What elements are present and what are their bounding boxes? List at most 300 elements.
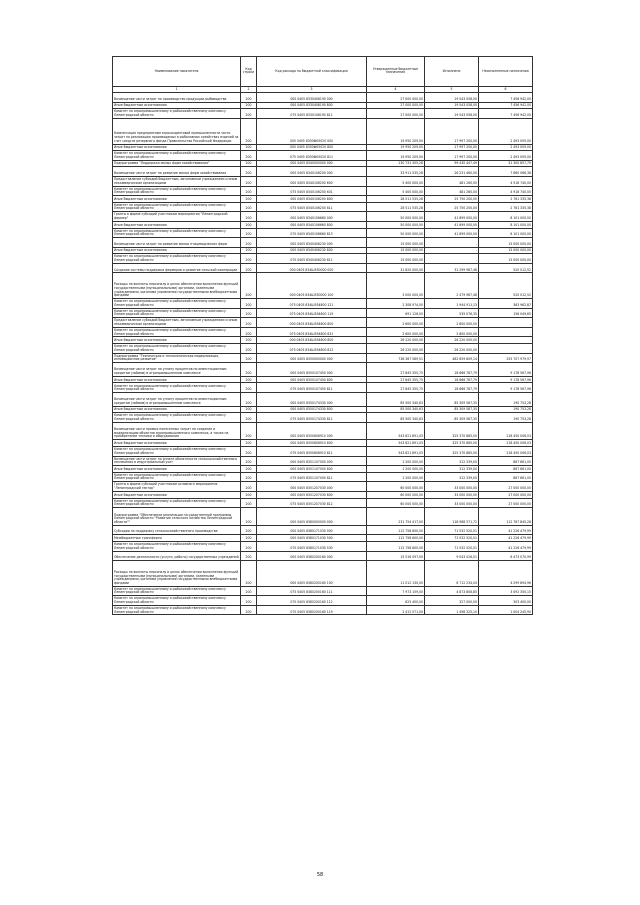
header-row xyxy=(113,57,533,87)
row-remaining-amount: 255 707 979,97 xyxy=(479,353,533,363)
row-budget-code: 000 0405 8350606910 800 xyxy=(257,440,367,447)
row-approved-amount: 625 400,00 xyxy=(367,596,425,606)
table-row xyxy=(113,254,533,264)
row-approved-amount: 15 516 097,00 xyxy=(367,551,425,561)
row-remaining-amount: 7 680 066,38 xyxy=(479,167,533,177)
row-line-code: 200 xyxy=(241,93,257,103)
row-remaining-amount: 9 178 567,96 xyxy=(479,376,533,383)
row-remaining-amount: 2 493 009,00 xyxy=(479,151,533,161)
row-line-code: 200 xyxy=(241,102,257,109)
row-name: Предоставление субсидий бюджетным, автономным учреждениям и иным некоммерческим организациям xyxy=(113,318,241,328)
row-executed-amount: 325 370 885,00 xyxy=(425,440,479,447)
row-remaining-amount: 7 456 942,00 xyxy=(479,102,533,109)
row-approved-amount: 1 200 000,00 xyxy=(367,472,425,482)
row-line-code: 200 xyxy=(241,196,257,203)
row-budget-code: 000 0405 834Ш550000 000 xyxy=(257,263,367,273)
row-line-code: 200 xyxy=(241,160,257,167)
row-remaining-amount: 9 178 567,96 xyxy=(479,383,533,393)
row-executed-amount: - xyxy=(425,247,479,254)
table-row xyxy=(113,508,533,526)
row-line-code: 200 xyxy=(241,466,257,473)
row-line-code: 200 xyxy=(241,491,257,498)
document-page xyxy=(112,56,532,615)
row-line-code: 200 xyxy=(241,482,257,492)
row-budget-code: 000 0405 834Ш554800 800 xyxy=(257,337,367,344)
row-approved-amount: 50 000 000,00 xyxy=(367,228,425,238)
row-executed-amount: 17 997 200,00 xyxy=(425,144,479,151)
row-executed-amount: 481 260,00 xyxy=(425,176,479,186)
row-executed-amount: 2 600 000,00 xyxy=(425,327,479,337)
row-remaining-amount: 303 400,00 xyxy=(479,596,533,606)
row-approved-amount: 130 731 305,28 xyxy=(367,160,425,167)
row-remaining-amount: 2 761 335,38 xyxy=(479,202,533,212)
table-row xyxy=(113,353,533,363)
row-approved-amount: 543 821 891,03 xyxy=(367,440,425,447)
row-line-code: 200 xyxy=(241,525,257,535)
table-row xyxy=(113,456,533,466)
table-row xyxy=(113,596,533,606)
row-budget-code: 000 0405 834Ш550000 100 xyxy=(257,273,367,299)
row-remaining-amount: 15 000 000,00 xyxy=(479,254,533,264)
row-remaining-amount: 27 000 000,00 xyxy=(479,491,533,498)
row-budget-code: 075 0405 8380200160 111 xyxy=(257,586,367,596)
row-executed-amount: 327 000,00 xyxy=(425,596,479,606)
row-remaining-amount: 27 000 000,00 xyxy=(479,498,533,508)
row-budget-code: 000 0405 8351207030 000 xyxy=(257,482,367,492)
row-budget-code: 000 0405 834Ш554800 600 xyxy=(257,318,367,328)
row-approved-amount: 33 911 535,28 xyxy=(367,167,425,177)
row-name: Гранты в форме субсидий участникам мероприятия "Ленинградский фермер" xyxy=(113,212,241,222)
row-name: Возмещение части затрат на развитие малых птицеводческих ферм xyxy=(113,238,241,248)
row-remaining-amount: 9 178 567,96 xyxy=(479,363,533,377)
row-executed-amount: 25 750 200,00 xyxy=(425,202,479,212)
table-row xyxy=(113,605,533,615)
row-budget-code: 000 0405 8350174330 800 xyxy=(257,406,367,413)
row-remaining-amount: 1 004 245,90 xyxy=(479,605,533,615)
row-remaining-amount: 8 101 000,00 xyxy=(479,228,533,238)
row-executed-amount: 17 997 200,00 xyxy=(425,151,479,161)
table-row xyxy=(113,472,533,482)
table-row xyxy=(113,446,533,456)
row-line-code: 200 xyxy=(241,561,257,587)
row-line-code: 200 xyxy=(241,318,257,328)
table-row xyxy=(113,491,533,498)
row-name: Иные бюджетные ассигнования xyxy=(113,491,241,498)
row-executed-amount: 99 430 447,49 xyxy=(425,160,479,167)
row-approved-amount: 28 511 535,28 xyxy=(367,202,425,212)
row-approved-amount: 15 000 000,00 xyxy=(367,254,425,264)
row-approved-amount: 543 821 891,03 xyxy=(367,446,425,456)
table-row xyxy=(113,586,533,596)
header-number: 5 xyxy=(425,86,479,93)
row-name: Иные бюджетные ассигнования xyxy=(113,144,241,151)
header-executed: Исполнено xyxy=(425,57,479,87)
row-line-code: 200 xyxy=(241,446,257,456)
row-budget-code: 000 0405 8330406190 800 xyxy=(257,102,367,109)
row-executed-amount: 18 666 787,79 xyxy=(425,376,479,383)
row-remaining-amount: 41 226 479,99 xyxy=(479,535,533,542)
row-budget-code: 075 0405 8380200160 112 xyxy=(257,596,367,606)
row-approved-amount: 15 000 000,00 xyxy=(367,247,425,254)
header-approved: Утвержденные бюджетные назначения xyxy=(367,57,425,87)
row-remaining-amount: 887 661,00 xyxy=(479,472,533,482)
row-approved-amount: 27 000 000,00 xyxy=(367,109,425,119)
table-row xyxy=(113,212,533,222)
row-remaining-amount: 520 012,52 xyxy=(479,263,533,273)
table-row xyxy=(113,440,533,447)
table-row xyxy=(113,466,533,473)
row-remaining-amount: 190 753,28 xyxy=(479,393,533,407)
row-executed-amount: 31 299 987,48 xyxy=(425,263,479,273)
row-approved-amount: 2 308 974,00 xyxy=(367,299,425,309)
row-approved-amount: 19 950 209,00 xyxy=(367,118,425,144)
row-line-code: 200 xyxy=(241,551,257,561)
row-approved-amount: 5 400 000,00 xyxy=(367,186,425,196)
table-row xyxy=(113,247,533,254)
row-line-code: 200 xyxy=(241,299,257,309)
row-approved-amount: 543 821 891,03 xyxy=(367,422,425,440)
row-name: Расходы на выплаты персоналу в целях обеспечения выполнения функций государственными (муниципальными) органами, казенными учреждениями, органами управления государственными внебюджетными фондами xyxy=(113,561,241,587)
row-remaining-amount: 27 000 000,00 xyxy=(479,482,533,492)
row-budget-code: 000 0405 8350107450 000 xyxy=(257,363,367,377)
row-budget-code: 075 0405 8340106200 811 xyxy=(257,202,367,212)
row-line-code: 200 xyxy=(241,393,257,407)
row-budget-code: 000 0405 8330Ф05020 000 xyxy=(257,118,367,144)
row-budget-code: 075 0405 8380171030 530 xyxy=(257,541,367,551)
row-name: Подпрограмма "Техническая и технологическая модернизация, инновационное развитие" xyxy=(113,353,241,363)
row-remaining-amount: 4 918 740,00 xyxy=(479,186,533,196)
table-row xyxy=(113,383,533,393)
row-remaining-amount: 156 049,65 xyxy=(479,308,533,318)
row-remaining-amount: 887 661,00 xyxy=(479,456,533,466)
row-executed-amount: 19 543 058,00 xyxy=(425,93,479,103)
table-row xyxy=(113,151,533,161)
row-executed-amount: 1 944 911,13 xyxy=(425,299,479,309)
row-line-code: 200 xyxy=(241,176,257,186)
row-remaining-amount: 887 661,00 xyxy=(479,466,533,473)
row-approved-amount: 60 000 000,00 xyxy=(367,482,425,492)
row-remaining-amount: 218 450 006,03 xyxy=(479,440,533,447)
row-name: Возмещение части прямых понесенных затрат на создание и модернизацию объектов агропромышленного комплекса, а также на приобретение техники и оборудования xyxy=(113,422,241,440)
row-executed-amount: 26 231 460,00 xyxy=(425,167,479,177)
row-line-code: 200 xyxy=(241,263,257,273)
row-remaining-amount: 2 761 335,38 xyxy=(479,196,533,203)
table-row xyxy=(113,525,533,535)
row-remaining-amount: 2 493 009,00 xyxy=(479,144,533,151)
row-approved-amount: 5 400 000,00 xyxy=(367,176,425,186)
header-name: Наименование показателя xyxy=(113,57,241,87)
table-row xyxy=(113,93,533,103)
row-line-code: 200 xyxy=(241,472,257,482)
row-remaining-amount: - xyxy=(479,344,533,354)
row-line-code: 200 xyxy=(241,344,257,354)
row-name: Иные бюджетные ассигнования xyxy=(113,247,241,254)
row-name: Комитет по агропромышленному и рыбохозяйственному комплексу Ленинградской области xyxy=(113,541,241,551)
row-remaining-amount: 520 012,52 xyxy=(479,273,533,299)
header-number: 3 xyxy=(257,86,367,93)
row-budget-code: 000 0405 8330Ф05020 800 xyxy=(257,144,367,151)
row-remaining-amount: 41 226 479,99 xyxy=(479,525,533,535)
row-executed-amount: 41 899 000,00 xyxy=(425,212,479,222)
row-executed-amount: 71 532 520,01 xyxy=(425,535,479,542)
table-row xyxy=(113,363,533,377)
row-executed-amount: 85 309 587,35 xyxy=(425,393,479,407)
row-line-code: 200 xyxy=(241,498,257,508)
row-name: Иные бюджетные ассигнования xyxy=(113,196,241,203)
table-row xyxy=(113,299,533,309)
row-executed-amount: 2 479 987,48 xyxy=(425,273,479,299)
row-executed-amount: 26 220 000,00 xyxy=(425,344,479,354)
row-approved-amount: 19 950 209,00 xyxy=(367,151,425,161)
row-name: Комитет по агропромышленному и рыбохозяйственному комплексу Ленинградской области xyxy=(113,151,241,161)
row-budget-code: 075 0405 8350107450 811 xyxy=(257,383,367,393)
row-budget-code: 000 0405 8350000000 000 xyxy=(257,353,367,363)
row-line-code: 200 xyxy=(241,247,257,254)
row-remaining-amount: 15 000 000,00 xyxy=(479,247,533,254)
row-executed-amount: 41 899 000,00 xyxy=(425,221,479,228)
table-row xyxy=(113,482,533,492)
row-approved-amount: 27 000 000,00 xyxy=(367,102,425,109)
table-row xyxy=(113,102,533,109)
row-name: Подпрограмма "Поддержка малых форм хозяйствования" xyxy=(113,160,241,167)
row-budget-code: 075 0405 834Ш554800 119 xyxy=(257,308,367,318)
header-number: 4 xyxy=(367,86,425,93)
row-approved-amount: 112 758 600,00 xyxy=(367,535,425,542)
row-remaining-amount: 41 226 479,99 xyxy=(479,541,533,551)
row-name: Иные бюджетные ассигнования xyxy=(113,221,241,228)
row-executed-amount: 9 043 026,01 xyxy=(425,551,479,561)
row-name: Субсидии на поддержку сельскохозяйственного производства xyxy=(113,525,241,535)
table-row xyxy=(113,167,533,177)
row-budget-code: 075 0405 8340406230 811 xyxy=(257,254,367,264)
row-budget-code: 075 0405 8380200160 119 xyxy=(257,605,367,615)
row-line-code: 200 xyxy=(241,228,257,238)
table-row xyxy=(113,308,533,318)
row-executed-amount: 1 498 325,10 xyxy=(425,605,479,615)
header-number: 2 xyxy=(241,86,257,93)
table-row xyxy=(113,327,533,337)
table-row xyxy=(113,393,533,407)
row-budget-code: 000 0405 8350606910 000 xyxy=(257,422,367,440)
row-remaining-amount: 218 450 006,03 xyxy=(479,446,533,456)
header-number: 6 xyxy=(479,86,533,93)
row-line-code: 200 xyxy=(241,413,257,423)
row-budget-code: 000 0405 8380000000 000 xyxy=(257,508,367,526)
row-line-code: 200 xyxy=(241,596,257,606)
row-line-code: 200 xyxy=(241,254,257,264)
row-line-code: 200 xyxy=(241,508,257,526)
row-approved-amount: 738 367 589,51 xyxy=(367,353,425,363)
row-budget-code: 000 0405 8351107000 000 xyxy=(257,456,367,466)
row-approved-amount: 1 200 000,00 xyxy=(367,456,425,466)
table-row xyxy=(113,422,533,440)
table-row xyxy=(113,376,533,383)
row-line-code: 200 xyxy=(241,202,257,212)
row-line-code: 200 xyxy=(241,422,257,440)
table-row xyxy=(113,263,533,273)
row-approved-amount: 231 754 417,00 xyxy=(367,508,425,526)
row-executed-amount: 19 543 058,00 xyxy=(425,109,479,119)
row-executed-amount: 33 000 000,00 xyxy=(425,482,479,492)
row-remaining-amount: 2 493 009,00 xyxy=(479,118,533,144)
row-approved-amount: 19 950 209,00 xyxy=(367,144,425,151)
row-line-code: 200 xyxy=(241,308,257,318)
row-remaining-amount: - xyxy=(479,327,533,337)
row-line-code: 200 xyxy=(241,337,257,344)
row-approved-amount: 27 000 000,00 xyxy=(367,93,425,103)
row-name: Комитет по агропромышленному и рыбохозяйственному комплексу Ленинградской области xyxy=(113,228,241,238)
row-name: Комитет по агропромышленному и рыбохозяйственному комплексу Ленинградской области xyxy=(113,308,241,318)
row-executed-amount: 71 532 520,01 xyxy=(425,541,479,551)
row-name: Обеспечение деятельности (услуги, работы) государственных учреждений xyxy=(113,551,241,561)
table-row xyxy=(113,413,533,423)
row-remaining-amount: 190 753,28 xyxy=(479,413,533,423)
row-line-code: 200 xyxy=(241,109,257,119)
row-name: Комитет по агропромышленному и рыбохозяйственному комплексу Ленинградской области xyxy=(113,327,241,337)
row-executed-amount: 2 600 000,00 xyxy=(425,318,479,328)
row-budget-code: 000 0405 8340000000 000 xyxy=(257,160,367,167)
row-name: Иные бюджетные ассигнования xyxy=(113,376,241,383)
row-budget-code: 000 0405 8350174330 000 xyxy=(257,393,367,407)
row-remaining-amount: 6 473 070,99 xyxy=(479,551,533,561)
table-row xyxy=(113,406,533,413)
row-approved-amount: 27 845 355,75 xyxy=(367,383,425,393)
row-executed-amount: 26 220 000,00 xyxy=(425,337,479,344)
row-line-code: 200 xyxy=(241,456,257,466)
row-name: Возмещение части затрат на уплату процентов по инвестиционным кредитам (займам) в агропромышленном комплексе xyxy=(113,363,241,377)
table-row xyxy=(113,551,533,561)
row-name: Комитет по агропромышленному и рыбохозяйственному комплексу Ленинградской области xyxy=(113,186,241,196)
row-line-code: 200 xyxy=(241,144,257,151)
table-row xyxy=(113,337,533,344)
row-remaining-amount: 190 753,28 xyxy=(479,406,533,413)
row-approved-amount: 50 000 000,00 xyxy=(367,221,425,228)
row-name: Комитет по агропромышленному и рыбохозяйственному комплексу Ленинградской области xyxy=(113,109,241,119)
row-line-code: 200 xyxy=(241,383,257,393)
row-name: Создание системы поддержки фермеров и развитие сельской кооперации xyxy=(113,263,241,273)
row-executed-amount: 325 370 885,00 xyxy=(425,422,479,440)
row-line-code: 200 xyxy=(241,212,257,222)
table-row xyxy=(113,196,533,203)
table-row xyxy=(113,498,533,508)
row-remaining-amount: 31 300 857,79 xyxy=(479,160,533,167)
row-executed-amount: 535 076,35 xyxy=(425,308,479,318)
row-executed-amount: 85 309 587,35 xyxy=(425,413,479,423)
row-approved-amount: 3 000 000,00 xyxy=(367,273,425,299)
row-executed-amount: 19 543 058,00 xyxy=(425,102,479,109)
row-name: Комитет по агропромышленному и рыбохозяйственному комплексу Ленинградской области xyxy=(113,413,241,423)
row-line-code: 200 xyxy=(241,118,257,144)
row-name: Гранты в форме субсидий участникам основного мероприятия "Ленинградский гектар" xyxy=(113,482,241,492)
row-remaining-amount: 4 918 740,00 xyxy=(479,176,533,186)
row-line-code: 200 xyxy=(241,353,257,363)
row-budget-code: 000 0405 8340106200 000 xyxy=(257,167,367,177)
row-line-code: 200 xyxy=(241,327,257,337)
row-executed-amount: 33 000 000,00 xyxy=(425,498,479,508)
row-executed-amount: 18 666 787,79 xyxy=(425,363,479,377)
row-budget-code: 000 0405 8351207030 800 xyxy=(257,491,367,498)
table-row xyxy=(113,228,533,238)
row-name: Предоставление субсидий бюджетным, автономным учреждениям и иным некоммерческим организациям xyxy=(113,176,241,186)
row-approved-amount: 7 973 159,00 xyxy=(367,586,425,596)
row-budget-code: 000 0405 8351107000 800 xyxy=(257,466,367,473)
row-approved-amount: 60 000 000,00 xyxy=(367,498,425,508)
row-executed-amount: 17 997 200,00 xyxy=(425,118,479,144)
row-name: Комитет по агропромышленному и рыбохозяйственному комплексу Ленинградской области xyxy=(113,202,241,212)
row-line-code: 200 xyxy=(241,273,257,299)
row-name: Иные бюджетные ассигнования xyxy=(113,466,241,473)
row-budget-code: 075 0405 8340106200 631 xyxy=(257,186,367,196)
row-executed-amount: 18 666 787,79 xyxy=(425,383,479,393)
row-line-code: 200 xyxy=(241,363,257,377)
row-executed-amount: 41 899 000,00 xyxy=(425,228,479,238)
row-line-code: 200 xyxy=(241,221,257,228)
table-row xyxy=(113,221,533,228)
row-remaining-amount: 112 767 845,28 xyxy=(479,508,533,526)
row-line-code: 200 xyxy=(241,440,257,447)
row-budget-code: 075 0405 8330106190 811 xyxy=(257,109,367,119)
row-remaining-amount: 4 299 894,96 xyxy=(479,561,533,587)
row-budget-code: 075 0405 834Ш554800 121 xyxy=(257,299,367,309)
row-line-code: 200 xyxy=(241,151,257,161)
row-line-code: 200 xyxy=(241,535,257,542)
row-approved-amount: 1 200 000,00 xyxy=(367,466,425,473)
row-remaining-amount: 363 962,87 xyxy=(479,299,533,309)
row-name: Комитет по агропромышленному и рыбохозяйственному комплексу Ленинградской области xyxy=(113,383,241,393)
row-name: Расходы на выплаты персоналу в целях обеспечения выполнения функций государственными (муниципальными) органами, казенными учреждениями, органами управления государственными внебюджетными фондами xyxy=(113,273,241,299)
row-approved-amount: 50 000 000,00 xyxy=(367,212,425,222)
budget-table xyxy=(112,56,533,615)
row-name: Возмещение части затрат на уплату процентов по инвестиционным кредитам (займам) в агропромышленном комплексе xyxy=(113,393,241,407)
header-budget-code: Код расхода по бюджетной классификации xyxy=(257,57,367,87)
row-name: Комитет по агропромышленному и рыбохозяйственному комплексу Ленинградской области xyxy=(113,472,241,482)
table-body xyxy=(113,93,533,615)
row-remaining-amount: 8 101 000,00 xyxy=(479,212,533,222)
row-line-code: 200 xyxy=(241,605,257,615)
row-executed-amount: 6 712 234,04 xyxy=(425,561,479,587)
row-name: Иные бюджетные ассигнования xyxy=(113,102,241,109)
row-executed-amount: 482 659 609,14 xyxy=(425,353,479,363)
table-row xyxy=(113,109,533,119)
row-approved-amount: 27 845 355,75 xyxy=(367,363,425,377)
row-budget-code: 000 0405 8380171030 000 xyxy=(257,525,367,535)
row-executed-amount: 85 309 587,35 xyxy=(425,406,479,413)
row-line-code: 200 xyxy=(241,586,257,596)
row-executed-amount: 4 873 808,85 xyxy=(425,586,479,596)
row-approved-amount: 2 600 000,00 xyxy=(367,318,425,328)
row-approved-amount: 26 220 000,00 xyxy=(367,344,425,354)
row-approved-amount: 27 845 355,75 xyxy=(367,376,425,383)
row-budget-code: 000 0405 8380200160 000 xyxy=(257,551,367,561)
row-approved-amount: 85 500 340,63 xyxy=(367,406,425,413)
row-name: Возмещение части затрат по оплате обязательств сельскохозяйственного назначения в индустриальный учет xyxy=(113,456,241,466)
row-line-code: 200 xyxy=(241,238,257,248)
table-row xyxy=(113,202,533,212)
header-number-row xyxy=(113,86,533,93)
row-executed-amount: 481 260,00 xyxy=(425,186,479,196)
row-budget-code: 000 0405 8380200160 100 xyxy=(257,561,367,587)
row-name: Комитет по агропромышленному и рыбохозяйственному комплексу Ленинградской области xyxy=(113,586,241,596)
row-remaining-amount: 15 000 000,00 xyxy=(479,238,533,248)
row-approved-amount: 2 600 000,00 xyxy=(367,327,425,337)
row-approved-amount: 2 412 571,00 xyxy=(367,605,425,615)
row-budget-code: 075 0405 834Ш554800 812 xyxy=(257,344,367,354)
row-name: Комитет по агропромышленному и рыбохозяйственному комплексу Ленинградской области xyxy=(113,596,241,606)
row-name: Комитет по агропромышленному и рыбохозяйственному комплексу Ленинградской области xyxy=(113,605,241,615)
row-name: Возмещение части затрат на развитие малых форм хозяйствования xyxy=(113,167,241,177)
row-remaining-amount: - xyxy=(479,337,533,344)
table-row xyxy=(113,535,533,542)
